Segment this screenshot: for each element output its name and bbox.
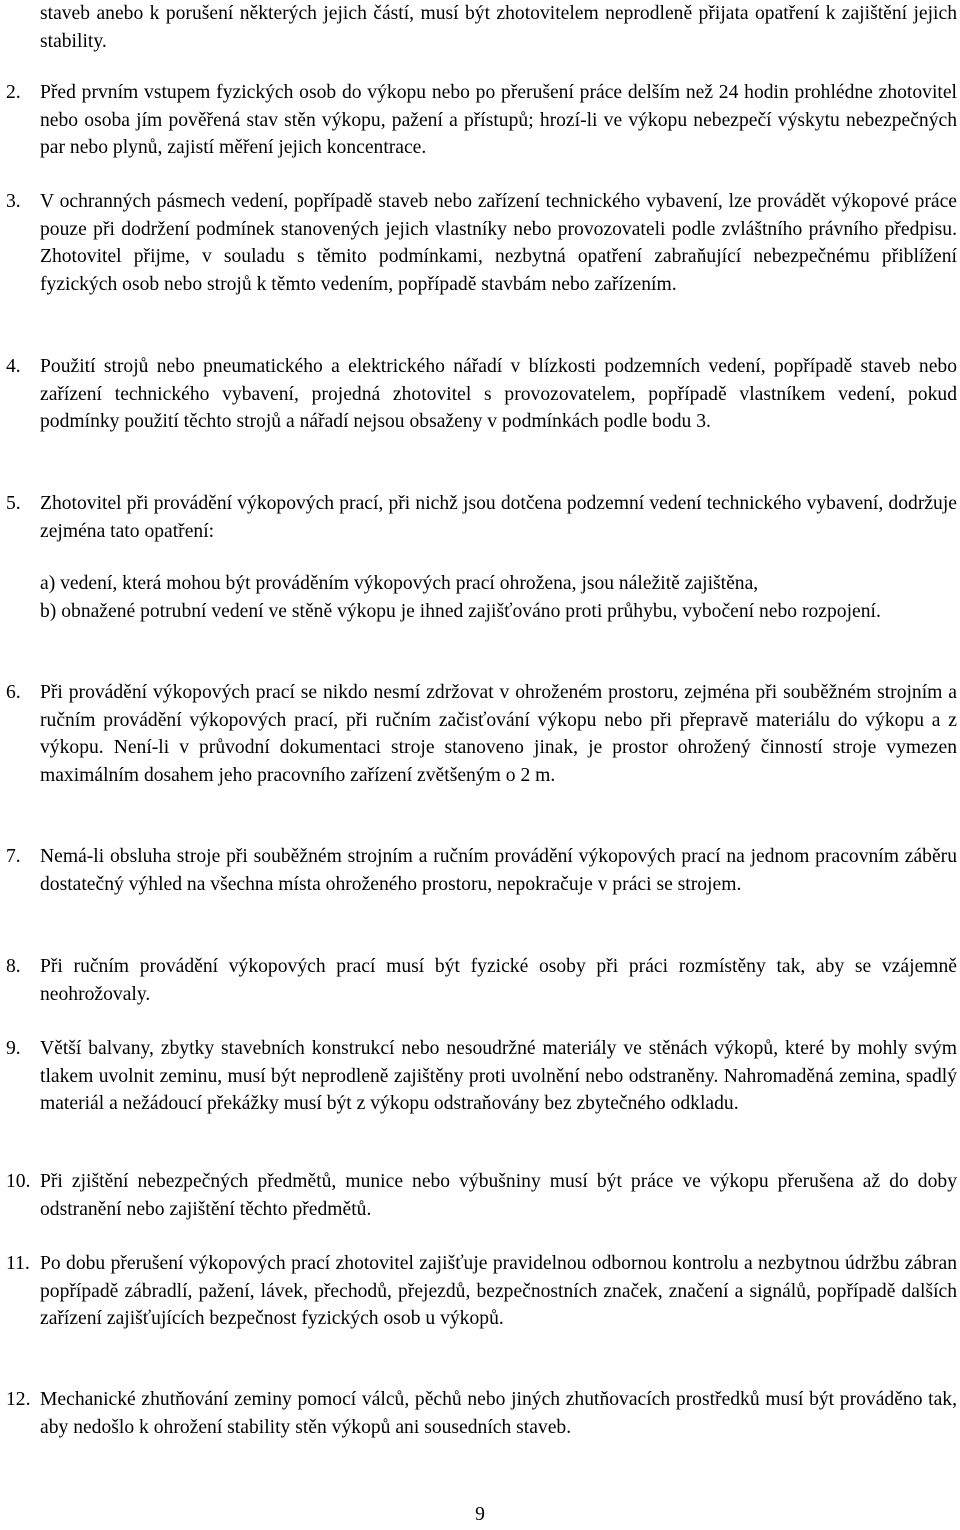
list-item-7 (6, 843, 957, 898)
item-text: Zhotovitel při provádění výkopových prací, při nichž jsou dotčena podzemní vedení technického vybavení, dodržuje zejména tato opatření: (40, 493, 957, 542)
item-number: 11. (6, 1253, 30, 1274)
list-item-3 (6, 188, 957, 298)
item-text: Nemá-li obsluha stroje při souběžném strojním a ručním provádění výkopových prací na jednom pracovním záběru dostatečný výhled na všechna místa ohroženého prostoru, nepokračuje v práci se strojem. (40, 846, 957, 895)
list-item-4 (6, 353, 957, 436)
item-number: 4. (6, 356, 21, 377)
item-number: 9. (6, 1038, 21, 1059)
item-number: 7. (6, 846, 21, 867)
item-number: 8. (6, 956, 21, 977)
intro-paragraph (40, 0, 957, 55)
list-item-2 (6, 79, 957, 162)
intro-text: staveb anebo k porušení některých jejich částí, musí být zhotovitelem neprodleně přijata opatření k zajištění jejich stability. (40, 3, 957, 52)
list-item-8 (6, 953, 957, 1008)
list-item-10 (6, 1168, 957, 1223)
item-text: Při provádění výkopových prací se nikdo nesmí zdržovat v ohroženém prostoru, zejména při souběžném strojním a ručním provádění výkopových prací, při ručním začisťování výkopu nebo při přepravě materiálu do výkopu a z výkopu. Není-li v průvodní dokumentaci stroje stanoveno jinak, je prostor ohrožený činností stroje vymezen maximálním dosahem jeho pracovního zařízení zvětšeným o 2 m. (40, 682, 957, 786)
list-item-6 (6, 679, 957, 789)
item-text: Větší balvany, zbytky stavebních konstrukcí nebo nesoudržné materiály ve stěnách výkopů, které by mohly svým tlakem uvolnit zeminu, musí být neprodleně zajištěny proti uvolnění nebo odstraněny. Nahromaděná zemina, spadlý materiál a nežádoucí překážky musí být z výkopu odstraňovány bez zbytečného odkladu. (40, 1038, 957, 1115)
item-text: Použití strojů nebo pneumatického a elektrického nářadí v blízkosti podzemních vedení, popřípadě staveb nebo zařízení technického vybavení, projedná zhotovitel s provozovatelem, popřípadě vlastníkem vedení, pokud podmínky použití těchto strojů a nářadí nejsou obsaženy v podmínkách podle bodu 3. (40, 356, 957, 433)
item-number: 2. (6, 82, 21, 103)
item-text: Při ručním provádění výkopových prací musí být fyzické osoby při práci rozmístěny tak, aby se vzájemně neohrožovaly. (40, 956, 957, 1005)
item-text: V ochranných pásmech vedení, popřípadě staveb nebo zařízení technického vybavení, lze provádět výkopové práce pouze při dodržení podmínek stanovených jejich vlastníky nebo provozovateli podle zvláštního právního předpisu. Zhotovitel přijme, v souladu s těmito podmínkami, nezbytná opatření zabraňující nebezpečnému přiblížení fyzických osob nebo strojů k těmto vedením, popřípadě stavbám nebo zařízením. (40, 191, 957, 295)
list-item-12 (6, 1386, 957, 1441)
item-text: Po dobu přerušení výkopových prací zhotovitel zajišťuje pravidelnou odbornou kontrolu a nezbytnou údržbu zábran popřípadě zábradlí, pažení, lávek, přechodů, přejezdů, bezpečnostních značek, značení a signálů, popřípadě dalších zařízení zajišťujících bezpečnost fyzických osob u výkopů. (40, 1253, 957, 1330)
item-text: Před prvním vstupem fyzických osob do výkopu nebo po přerušení práce delším než 24 hodin prohlédne zhotovitel nebo osoba jím pověřená stav stěn výkopu, pažení a přístupů; hrozí-li ve výkopu nebezpečí výskytu nebezpečných par nebo plynů, zajistí měření jejich koncentrace. (40, 82, 957, 159)
page-number: 9 (475, 1504, 485, 1525)
item-number: 12. (6, 1389, 31, 1410)
list-item-5-subitems (40, 570, 957, 625)
item-number: 6. (6, 682, 21, 703)
item-number: 5. (6, 493, 21, 514)
item-number: 3. (6, 191, 21, 212)
list-item-11 (6, 1250, 957, 1333)
item-text: Při zjištění nebezpečných předmětů, munice nebo výbušniny musí být práce ve výkopu přerušena až do doby odstranění nebo zajištění těchto předmětů. (40, 1171, 957, 1220)
item-number: 10. (6, 1171, 31, 1192)
subitem-a: a) vedení, která mohou být prováděním výkopových prací ohrožena, jsou náležitě zajištěna, (40, 573, 759, 594)
list-item-5 (6, 490, 957, 545)
list-item-9 (6, 1035, 957, 1118)
subitem-b: b) obnažené potrubní vedení ve stěně výkopu je ihned zajišťováno proti průhybu, vybočení nebo rozpojení. (40, 600, 881, 622)
item-text: Mechanické zhutňování zeminy pomocí válců, pěchů nebo jiných zhutňovacích prostředků musí být prováděno tak, aby nedošlo k ohrožení stability stěn výkopů ani sousedních staveb. (40, 1389, 957, 1438)
